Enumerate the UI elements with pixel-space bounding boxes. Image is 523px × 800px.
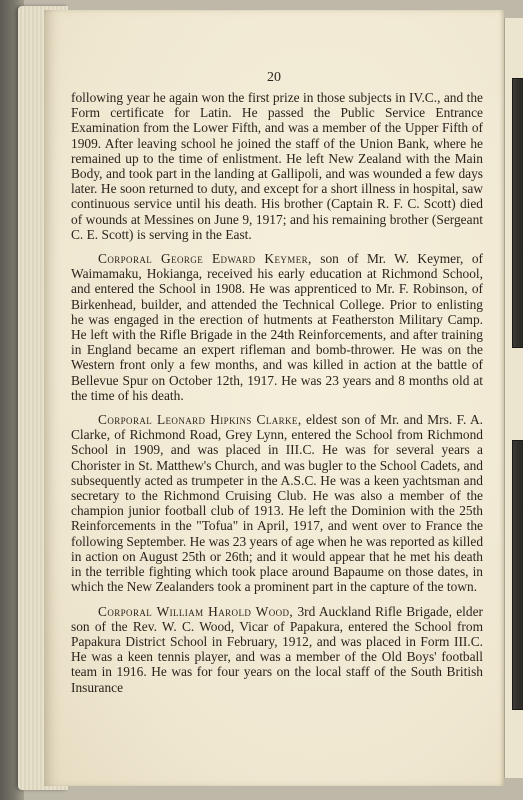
- paragraph-body: 3rd Auckland Rifle Brigade, elder son of the Rev. W. C. Wood, Vicar of Papakura, entered the School from Papakura District School in February, 1912, and was placed in Form III.C. He was a keen tennis player, and was a member of the Old Boys' football team in 1916. He was for four years on the local staff of the South British Insurance: [71, 603, 483, 695]
- facing-photo-top: [512, 78, 523, 348]
- paragraph-body: son of Mr. W. Keymer, of Waimamaku, Hokianga, received his early education at Richmond School, and entered the School in 1908. He was apprenticed to Mr. F. Robinson, of Birkenhead, builder, and attended the Technical College. Prior to enlisting he was engaged in the erection of hutments at Featherston Military Camp. He left with the Rifle Brigade in the 24th Reinforcements, and after training in England became an expert rifleman and bomb-thrower. He was on the Western front only a few months, and was killed in action at the battle of Bellevue Spur on October 12th, 1917. He was 23 years and 8 months old at the time of his death.: [71, 251, 483, 403]
- paragraph-body: eldest son of Mr. and Mrs. F. A. Clarke, of Richmond Road, Grey Lynn, entered the School from Richmond School in 1909, and was placed in III.C. He was for several years a Chorister in St. Matthew's Church, and was bugler to the School Cadets, and subsequently acted as trumpeter in the A.S.C. He was a keen yachtsman and secretary to the Richmond Cruising Club. He was also a member of the champion junior football club of 1913. He left the Dominion with the 25th Reinforcements in the "Tofua" in April, 1917, and went over to France the following September. He was 23 years of age when he was reported as killed in action on August 25th or 26th; and it would appear that he met his death in the terrible fighting which took place around Bapaume on those dates, in which the New Zealanders took a prominent part in the capture of the town.: [71, 412, 484, 595]
- page-number: 20: [267, 70, 281, 85]
- paragraph-clarke: [71, 412, 483, 594]
- paragraph-wood: [71, 604, 483, 695]
- paragraph-lead-name: Corporal Leonard Hipkins Clarke,: [98, 412, 302, 428]
- paragraph-lead-name: Corporal William Harold Wood,: [98, 603, 294, 619]
- page-text: [71, 90, 483, 704]
- paragraph-lead-name: Corporal George Edward Keymer,: [98, 251, 312, 267]
- paragraph-scott: [71, 90, 483, 242]
- paragraph-keymer: [71, 251, 483, 403]
- facing-photo-bottom: [512, 440, 523, 710]
- paragraph-body: following year he again won the first prize in those subjects in IV.C., and the Form certificate for Latin. He passed the Public Service Entrance Examination from the Lower Fifth, and was a member of the Upper Fifth of 1909. After leaving school he joined the staff of the Union Bank, where he remained up to the time of enlistment. He left New Zealand with the Main Body, and took part in the landing at Gallipoli, and was wounded a few days later. He soon returned to duty, and except for a short illness in hospital, saw continuous service until his death. His brother (Captain R. F. C. Scott) died of wounds at Messines on June 9, 1917; and his remaining brother (Sergeant C. E. Scott) is serving in the East.: [71, 90, 483, 242]
